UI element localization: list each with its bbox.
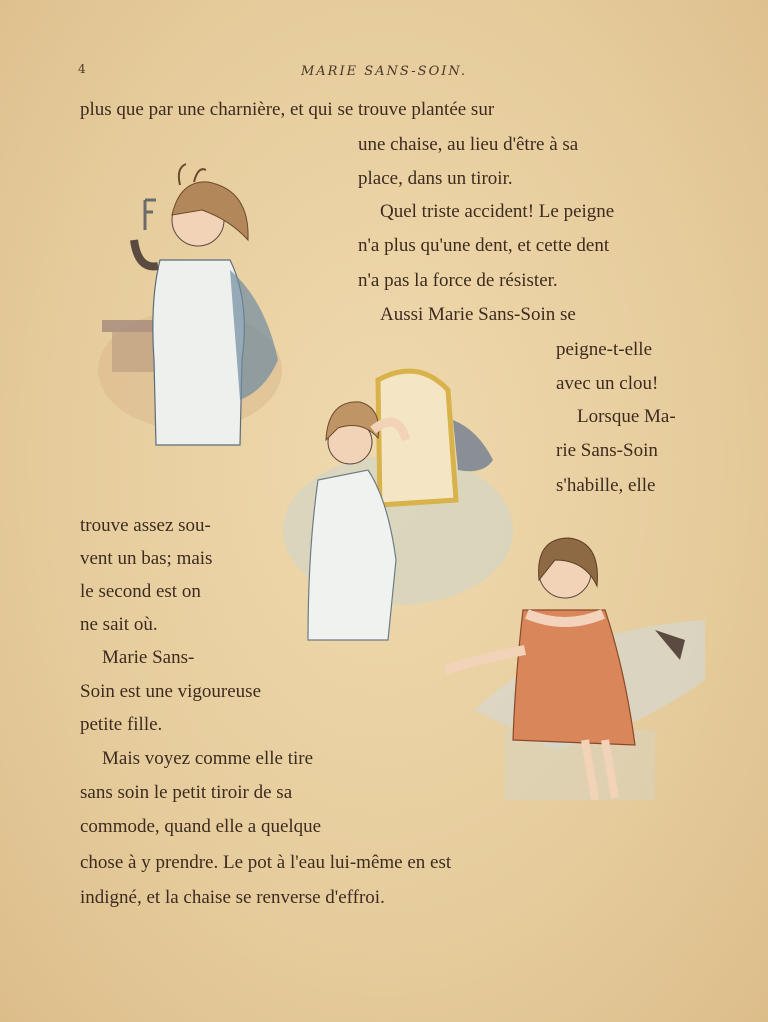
text-line: Aussi Marie Sans-Soin se <box>380 304 576 325</box>
text-line: Quel triste accident! Le peigne <box>380 201 615 222</box>
text-line: Soin est une vigoureuse <box>80 681 262 702</box>
text-line: Lorsque Ma- <box>577 406 676 427</box>
text-line: plus que par une charnière, et qui se trouve plantée sur <box>80 99 495 120</box>
text-line: une chaise, au lieu d'être à sa <box>358 134 579 155</box>
text-line: sans soin le petit tiroir de sa <box>80 782 293 803</box>
text-line: rie Sans-Soin <box>556 440 658 461</box>
text-line: avec un clou! <box>556 373 659 394</box>
text-line: chose à y prendre. Le pot à l'eau lui-même en est <box>80 852 452 873</box>
text-line: vent un bas; mais <box>80 548 213 569</box>
text-line: n'a plus qu'une dent, et cette dent <box>358 235 610 256</box>
text-line: petite fille. <box>80 714 163 735</box>
text-line: peigne-t-elle <box>556 339 653 360</box>
text-line: le second est on <box>80 581 201 602</box>
running-title: MARIE SANS-SOIN. <box>300 64 468 79</box>
text-line: place, dans un tiroir. <box>358 168 513 189</box>
text-line: ne sait où. <box>80 614 158 635</box>
text-line: commode, quand elle a quelque <box>80 816 322 837</box>
text-line: Mais voyez comme elle tire <box>102 748 314 769</box>
text-line: indigné, et la chaise se renverse d'effroi. <box>80 887 385 908</box>
illustration-girl-stocking <box>435 530 715 815</box>
text-line: n'a pas la force de résister. <box>358 270 558 291</box>
page-number: 4 <box>78 62 86 76</box>
text-line: s'habille, elle <box>556 475 656 496</box>
text-line: trouve assez sou- <box>80 515 211 536</box>
text-line: Marie Sans- <box>102 647 195 668</box>
illustration-girl-comb <box>90 160 290 450</box>
